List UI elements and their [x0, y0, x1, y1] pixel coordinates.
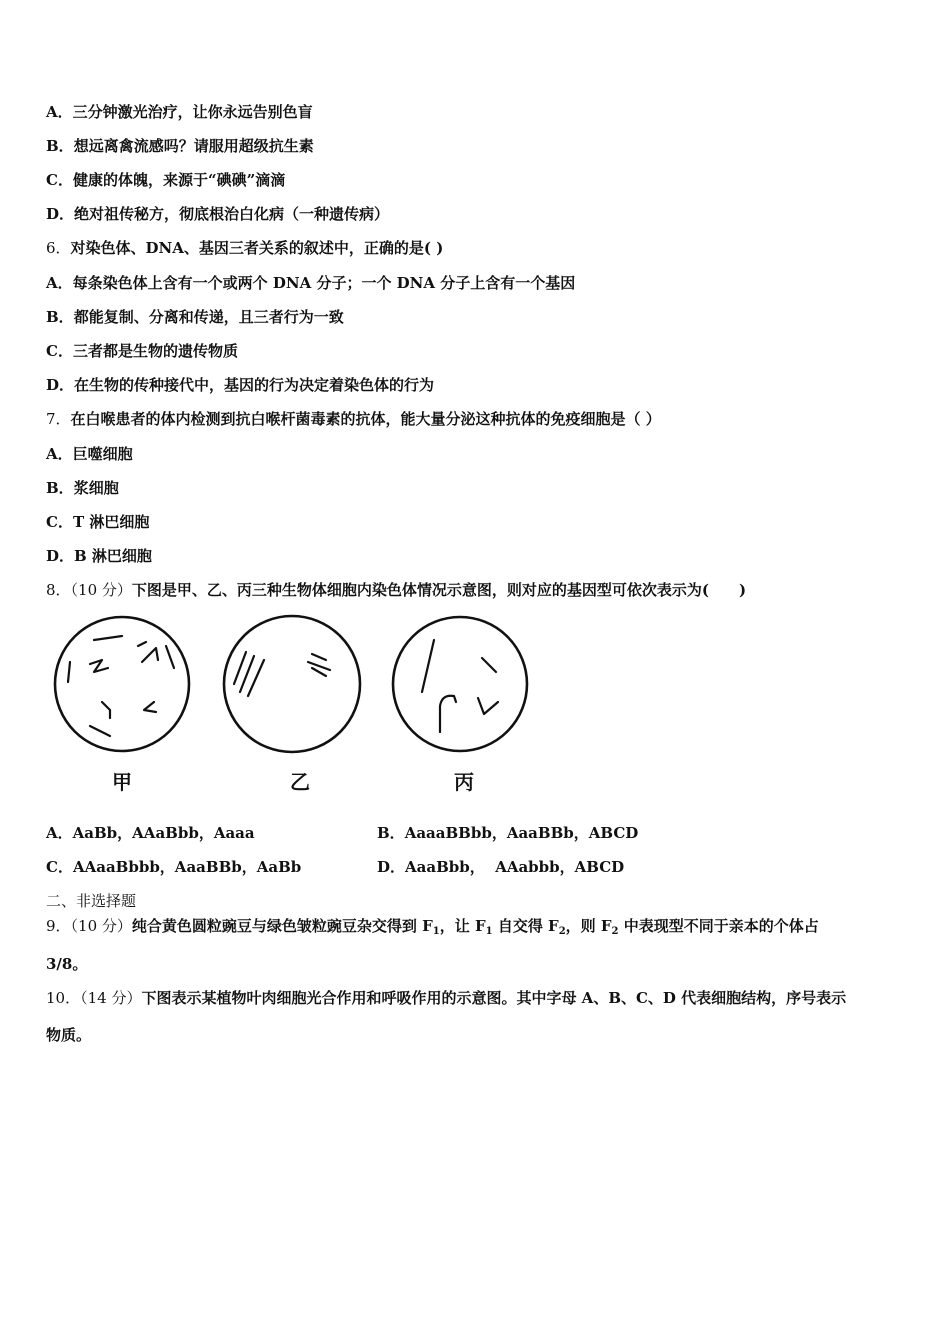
figure-label-yi: 乙: [290, 770, 310, 794]
q7-option-a: A．巨噬细胞: [46, 445, 133, 463]
chromosome-figure: [50, 612, 540, 802]
q5-option-c: C．健康的体魄，来源于“碘碘”滴滴: [46, 171, 286, 189]
q6-option-b: B．都能复制、分离和传递，且三者行为一致: [46, 308, 344, 326]
q9-answer: 3/8。: [46, 955, 88, 973]
section-title: 二、非选择题: [46, 892, 137, 910]
q5-option-d: D．绝对祖传秘方，彻底根治白化病（一种遗传病）: [46, 205, 390, 223]
cell-bing-chromosomes: [422, 640, 498, 732]
q8-option-a: A．AaBb，AAaBbb，Aaaa: [46, 824, 255, 842]
q8-option-d: D．AaaBbb， AAabbb，ABCD: [377, 858, 625, 876]
q8-stem: 8．（10 分）下图是甲、乙、丙三种生物体细胞内染色体情况示意图，则对应的基因型可依次表示为( ): [46, 581, 747, 599]
q6-option-d: D．在生物的传种接代中，基因的行为决定着染色体的行为: [46, 376, 435, 394]
q5-option-b: B．想远离禽流感吗？请服用超级抗生素: [46, 137, 314, 155]
q7-stem: 7．在白喉患者的体内检测到抗白喉杆菌毒素的抗体，能大量分泌这种抗体的免疫细胞是（ ）: [46, 410, 661, 428]
figure-label-bing: 丙: [454, 770, 474, 794]
q9-stem: 9．（10 分）纯合黄色圆粒豌豆与绿色皱粒豌豆杂交得到 $F_1$，让 $F_1$ 自交得 $F_2$，则 $F_2$ 中表现型不同于亲本的个体占: [46, 917, 819, 937]
q10-stem-continued: 物质。: [46, 1026, 92, 1044]
cell-yi-chromosomes: [234, 652, 330, 696]
q7-option-c: C．T 淋巴细胞: [46, 513, 150, 531]
q10-stem: 10．（14 分）下图表示某植物叶肉细胞光合作用和呼吸作用的示意图。其中字母 A、B、C、D 代表细胞结构，序号表示: [46, 989, 847, 1007]
cell-yi: [224, 616, 360, 752]
q7-option-d: D．B 淋巴细胞: [46, 547, 152, 565]
q6-stem: 6．对染色体、DNA、基因三者关系的叙述中，正确的是( ): [46, 239, 444, 257]
q6-option-c: C．三者都是生物的遗传物质: [46, 342, 238, 360]
q5-option-a: A．三分钟激光治疗，让你永远告别色盲: [46, 103, 313, 121]
q7-option-b: B．浆细胞: [46, 479, 119, 497]
q8-option-b: B．AaaaBBbb，AaaBBb，ABCD: [377, 824, 639, 842]
cell-jia-chromosomes: [68, 636, 174, 736]
q6-option-a: A．每条染色体上含有一个或两个 DNA 分子；一个 DNA 分子上含有一个基因: [46, 274, 576, 292]
q8-option-c: C．AAaaBbbb，AaaBBb，AaBb: [46, 858, 302, 876]
cell-bing: [393, 617, 527, 751]
figure-label-jia: 甲: [112, 770, 132, 794]
